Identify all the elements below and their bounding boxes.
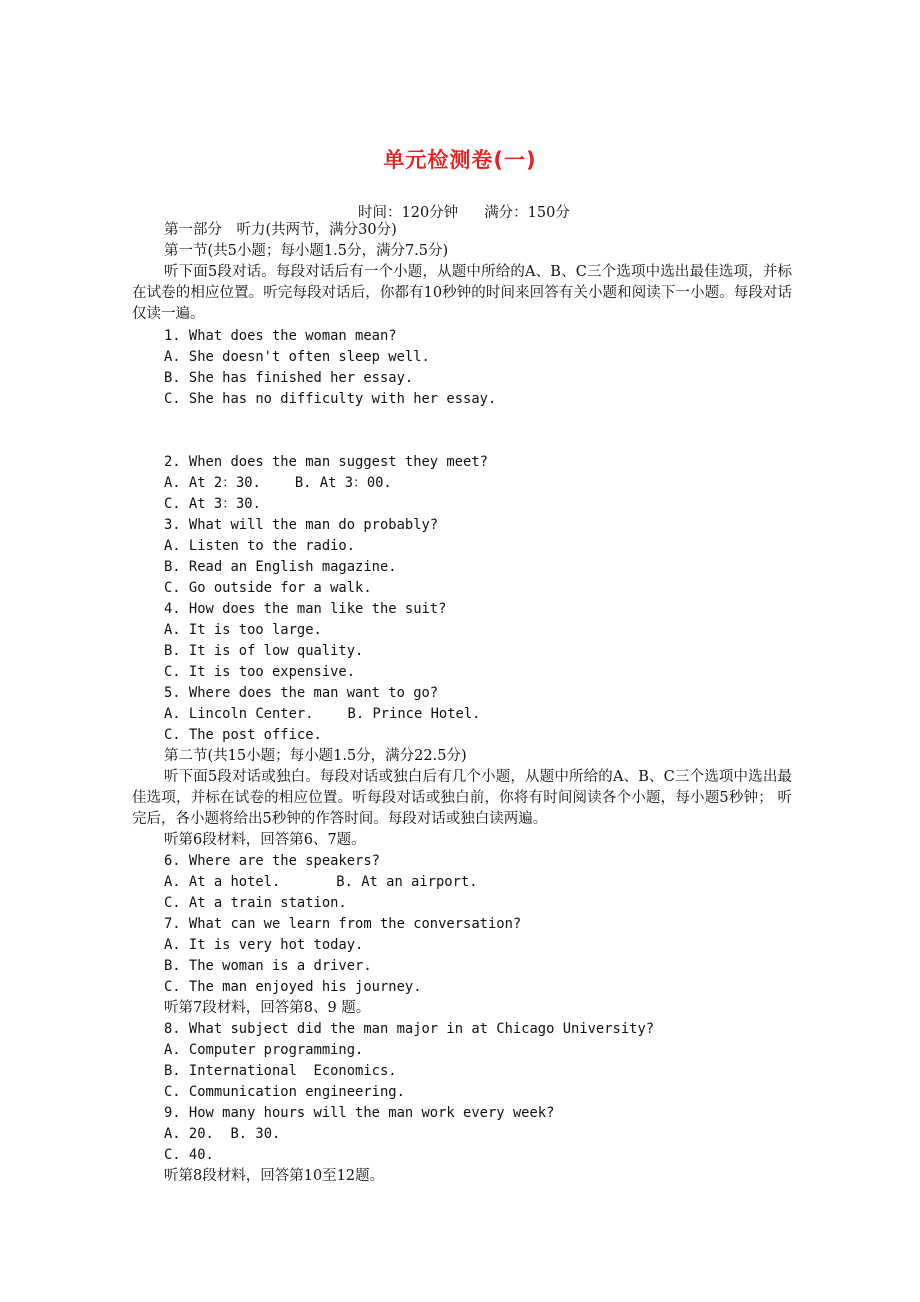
option-a: A. She doesn't often sleep well. <box>164 349 430 365</box>
option-a: A. 20. <box>164 1126 214 1142</box>
option-a: A. At 2：30. <box>164 475 261 491</box>
option-b: B. Prince Hotel. <box>347 706 481 722</box>
option-c: C. She has no difficulty with her essay. <box>164 391 497 407</box>
option-row <box>164 473 392 494</box>
option-c: C. At 3：30. <box>164 496 261 512</box>
material-heading: 听第8段材料，回答第10至12题。 <box>164 1168 385 1184</box>
question-text: 7. What can we learn from the conversation? <box>164 916 522 932</box>
question-text: 6. Where are the speakers? <box>164 853 380 869</box>
option-row <box>164 872 478 893</box>
option-a: A. Listen to the radio. <box>164 538 356 554</box>
section-heading: 第一节(共5小题；每小题1.5分，满分7.5分) <box>164 243 449 259</box>
option-c: C. It is too expensive. <box>164 664 356 680</box>
option-b: B. At 3：00. <box>294 475 392 491</box>
section-instructions: 听下面5段对话。每段对话后有一个小题，从题中所给的A、B、C三个选项中选出最佳选项，并标在试卷的相应位置。听完每段对话后，你都有10秒钟的时间来回答有关小题和阅读下一小题。每段对话仅读一遍。 <box>132 264 792 322</box>
material-heading: 听第6段材料，回答第6、7题。 <box>164 832 366 848</box>
option-c: C. 40. <box>164 1147 214 1163</box>
question-text: 3. What will the man do probably? <box>164 517 439 533</box>
exam-meta <box>358 201 596 222</box>
option-c: C. Communication engineering. <box>164 1084 405 1100</box>
question-text: 1. What does the woman mean? <box>164 328 397 344</box>
question-text: 9. How many hours will the man work every week? <box>164 1105 555 1121</box>
option-b: B. The woman is a driver. <box>164 958 372 974</box>
option-b: B. 30. <box>230 1126 281 1142</box>
question-text: 4. How does the man like the suit? <box>164 601 447 617</box>
option-b: B. Read an English magazine. <box>164 559 397 575</box>
option-a: A. It is too large. <box>164 622 322 638</box>
option-b: B. She has finished her essay. <box>164 370 414 386</box>
question-text: 2. When does the man suggest they meet? <box>164 454 488 470</box>
time-limit: 时间：120分钟 <box>358 205 459 221</box>
option-c: C. Go outside for a walk. <box>164 580 372 596</box>
option-b: B. It is of low quality. <box>164 643 364 659</box>
option-c: C. The man enjoyed his journey. <box>164 979 422 995</box>
material-heading: 听第7段材料，回答第8、9 题。 <box>164 1000 371 1016</box>
part-heading: 第一部分 听力(共两节，满分30分) <box>164 222 397 238</box>
section-heading: 第二节(共15小题；每小题1.5分，满分22.5分) <box>164 748 467 764</box>
option-b: B. International Economics. <box>164 1063 397 1079</box>
option-c: C. The post office. <box>164 727 322 743</box>
option-a: A. It is very hot today. <box>164 937 364 953</box>
section-instructions: 听下面5段对话或独白。每段对话或独白后有几个小题，从题中所给的A、B、C三个选项中选出最佳选项，并标在试卷的相应位置。听每段对话或独白前，你将有时间阅读各个小题，每小题5秒钟； 听完后，各小题将给出5秒钟的作答时间。每段对话或独白读两遍。 <box>132 769 792 827</box>
option-row <box>164 1124 280 1145</box>
option-c: C. At a train station. <box>164 895 347 911</box>
option-a: A. Computer programming. <box>164 1042 364 1058</box>
question-text: 8. What subject did the man major in at Chicago University? <box>164 1021 655 1037</box>
option-a: A. At a hotel. <box>164 874 281 890</box>
option-row <box>164 704 480 725</box>
question-text: 5. Where does the man want to go? <box>164 685 439 701</box>
option-a: A. Lincoln Center. <box>164 706 314 722</box>
full-score: 满分：150分 <box>484 205 570 221</box>
page-title: 单元检测卷(一) <box>383 148 537 172</box>
option-b: B. At an airport. <box>336 874 478 890</box>
